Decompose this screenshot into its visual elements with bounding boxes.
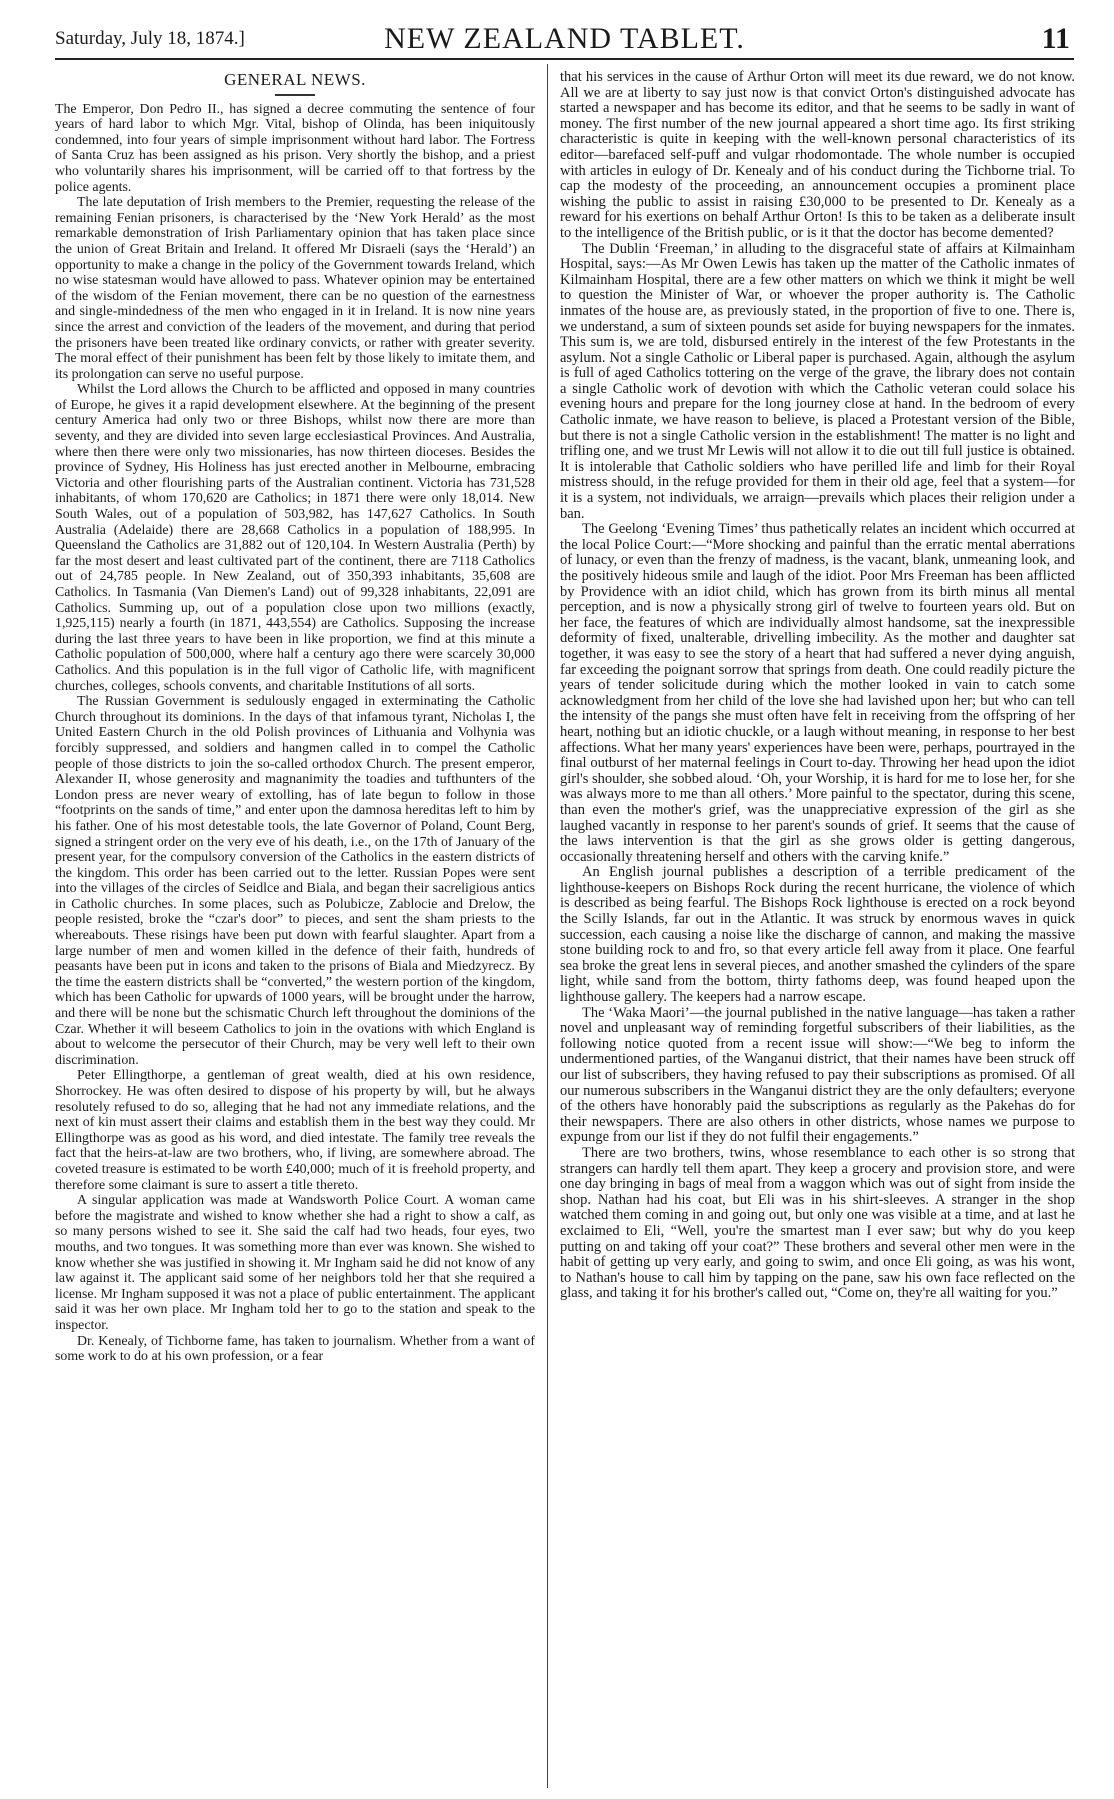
article-paragraph: The Dublin ‘Freeman,’ in alluding to the disgraceful state of affairs at Kilmainham Hospital, says:—As Mr Owen Lewis has taken up the matter of the Catholic inmates of Kilmainham Hospital, there are a few other matters on which we think it might be well to question the Minister of War, or whoever the proper authority is. The Catholic inmates of the house are, as previously stated, in the proportion of five to one. There is, we understand, a sum of sixteen pounds set aside for buying newspapers for the inmates. This sum is, we are told, disbursed entirely in the interest of the few Protestants in the asylum. Not a single Catholic or Liberal paper is purchased. Again, although the asylum is full of aged Catholics tottering on the verge of the grave, the library does not contain a single Catholic work of devotion with which the Catholic veteran could solace his evening hours and prepare for the long journey close at hand. In the bedroom of every Catholic inmate, we have reason to believe, is placed a Protestant version of the Bible, but there is not a single Catholic version in the establishment! The matter is no light and trifling one, and we trust Mr Lewis will not allow it to die out till full justice is obtained. It is intolerable that Catholic soldiers who have perilled life and limb for their Royal mistress should, in the refuge provided for them in their old age, feel that a system—for it is a system, not individuals, we arraign—prevails which places their religion under a ban.: [560, 240, 1075, 522]
article-paragraph: An English journal publishes a description of a terrible predicament of the lighthouse-keepers on Bishops Rock during the recent hurricane, the violence of which is described as being fearful. The Bishops Rock lighthouse is erected on a rock beyond the Scilly Islands, far out in the Atlantic. It was struck by enormous waves in quick succession, each causing a noise like the discharge of cannon, and making the massive stone building rock to and fro, so that every article fell away from it place. One fearful sea broke the great lens in several pieces, and another smashed the cylinders of the spare light, while sand from the bottom, thirty fathoms deep, was found heaped upon the lighthouse gallery. The keepers had a narrow escape.: [560, 864, 1075, 1006]
article-paragraph: There are two brothers, twins, whose resemblance to each other is so strong that strangers can hardly tell them apart. They keep a grocery and provision store, and were one day bringing in bags of meal from a waggon which was out of sight from inside the shop. Nathan had his coat, but Eli was in his shirt-sleeves. A stranger in the shop watched them coming in and going out, but only one was visible at a time, and at last he exclaimed to Eli, “Well, you're the smartest man I ever saw; but why do you keep putting on and taking off your coat?” These brothers and several other men were in the habit of getting up very early, and going to swim, and once Eli going, as was his wont, to Nathan's house to call him by tapping on the pane, saw his own face reflected on the glass, and taking it for his brother's called out, “Come on, they're all waiting for you.”: [560, 1144, 1075, 1302]
heading-rule: [275, 94, 315, 96]
article-paragraph: that his services in the cause of Arthur Orton will meet its due reward, we do not know. All we are at liberty to say just now is that convict Orton's distinguished advocate has started a newspaper and has become its editor, and that he seems to be sadly in want of money. The first number of the new journal appeared a short time ago. Its first striking characteristic is quite in keeping with the well-known personal characteristics of its editor—barefaced self-puff and vulgar rhodomontade. The whole number is occupied with articles in eulogy of Dr. Kenealy and of his conduct during the Tichborne trial. To cap the modesty of the proceeding, an announcement occupies a prominent place wishing the public to assist in raising £30,000 to be presented to Dr. Kenealy as a reward for his exertions on behalf Arthur Orton! Is this to be taken as a deliberate insult to the intelligence of the British public, or is it that the doctor has become demented?: [560, 70, 1075, 241]
section-heading: GENERAL NEWS.: [224, 70, 366, 89]
article-paragraph: A singular application was made at Wandsworth Police Court. A woman came before the magistrate and wished to know whether she had a right to show a calf, as so many persons wished to see it. She said the calf had two heads, four eyes, two mouths, and two tongues. It was something more than ever was known. She wished to know whether she was justified in showing it. Mr Ingham said he did not know of any law against it. The applicant said some of her neighbors told her that she required a license. Mr Ingham supposed it was not a place of public entertainment. The applicant said it was her own place. Mr Ingham told her to go to the station and speak to the inspector.: [55, 1193, 535, 1333]
article-paragraph: The late deputation of Irish members to the Premier, requesting the release of the remaining Fenian prisoners, is characterised by the ‘New York Herald’ as the most remarkable demonstration of Irish Parliamentary opinion that has taken place since the union of Great Britain and Ireland. It offered Mr Disraeli (says the ‘Herald’) an opportunity to make a change in the policy of the Government towards Ireland, which no wise statesman would have allowed to pass. Whatever opinion may be entertained of the wisdom of the Fenian movement, there can be no question of the earnestness and single-mindedness of the men who engaged in it in Ireland. It is now nine years since the arrest and conviction of the leaders of the movement, and during that period the prisoners have been treated like ordinary convicts, or rather with greater severity. The moral effect of their punishment has been felt by those likely to imitate them, and its prolongation can serve no useful purpose.: [55, 195, 535, 382]
masthead: [55, 18, 1074, 60]
right-column: [560, 70, 1075, 1790]
issue-date: Saturday, July 18, 1874.]: [55, 28, 245, 49]
article-paragraph: The Russian Government is sedulously engaged in exterminating the Catholic Church throughout its dominions. In the days of that infamous tyrant, Nicholas I, the United Eastern Church in the old Polish provinces of Lithuania and Volhynia was forcibly suppressed, and soldiers and hangmen called in to compel the Catholic people of those districts to join the so-called orthodox Church. The present emperor, Alexander II, whose generosity and magnanimity the toadies and tufthunters of the London press are never weary of extolling, has of late begun to follow in those “footprints on the sands of time,” and enter upon the damnosa hereditas left to him by his father. One of his most detestable tools, the late Governor of Poland, Count Berg, signed a stringent order on the very eve of his death, i.e., on the 17th of January of the present year, for the compulsory conversion of the Catholics in the eastern districts of the kingdom. This order has been carried out to the letter. Russian Popes were sent into the villages of the circles of Seidlce and Biala, and began their sacreligious antics in Catholic churches. In some places, such as Polubicze, Zablocie and Drelow, the people resisted, broke the “czar's door” to pieces, and sent the sham priests to the whereabouts. These risings have been put down with fearful slaughter. Apart from a large number of men and women killed in the defence of their faith, hundreds of peasants have been put in icons and taken to the prisons of Biala and Miedzyrecz. By the time the eastern districts shall be “converted,” the western portion of the kingdom, which has been Catholic for upwards of 1000 years, will be brought under the harrow, and there will be none but the schismatic Church left throughout the dominions of the Czar. Whether it will beseem Catholics to join in the ovations with which England is about to welcome the persecutor of their Church, may be very well left to their own discrimination.: [55, 694, 535, 1068]
left-column: [55, 70, 535, 1790]
article-paragraph: Peter Ellingthorpe, a gentleman of great wealth, died at his own residence, Shorrockey. He was often desired to dispose of his property by will, but he always resolutely refused to do so, alleging that he had not any immediate relations, and the next of kin must assert their claims and establish them in the best way they could. Mr Ellingthorpe was as good as his word, and died intestate. The family tree reveals the fact that the heirs-at-law are two brothers, who, if living, are somewhere abroad. The coveted treasure is estimated to be worth £40,000; much of it is freehold property, and therefore some claimant is sure to assert a title thereto.: [55, 1068, 535, 1193]
column-divider: [547, 64, 548, 1788]
article-paragraph: Dr. Kenealy, of Tichborne fame, has taken to journalism. Whether from a want of some work to do at his own profession, or a fear: [55, 1333, 535, 1365]
article-paragraph: The ‘Waka Maori’—the journal published in the native language—has taken a rather novel and unpleasant way of reminding forgetful subscribers of their liabilities, as the following notice quoted from a recent issue will show:—“We beg to inform the undermentioned parties, of the Wanganui district, that their names have been struck off our list of subscribers, they having refused to pay their subscriptions as promised. Of all our numerous subscribers in the Wanganui district they are the only defaulters; everyone of the others have honorably paid the subscriptions as regularly as the Pakehas do for their newspapers. There are also others in other districts, whose names we purpose to expunge from our list if they do not fulfil their engagements.”: [560, 1004, 1075, 1146]
page-number: 11: [1041, 22, 1070, 55]
article-paragraph: The Geelong ‘Evening Times’ thus pathetically relates an incident which occurred at the local Police Court:—“More shocking and painful than the erratic mental aberrations of lunacy, or even than the frenzy of madness, is the vacant, blank, unmeaning look, and the positively hideous smile and laugh of the idiot. Poor Mrs Freeman has been afflicted by Providence with an idiot child, which has grown from its birth minus all mental perception, and is now a physically strong girl of twelve to fourteen years old. But on her face, the features of which are individually almost handsome, sat the inexpressible deformity of fixed, unalterable, drivelling imbecility. As the mother and daughter sat together, it was easy to see the story of a heart that had suffered a never dying anguish, far exceeding the poignant sorrow that springs from death. One could readily picture the years of tender solicitude during which the mother looked in vain to catch some acknowledgment from her child of the love she had lavished upon her; but who can tell the intensity of the pangs she must often have felt in receiving from the offspring of her heart, nothing but an idiotic chuckle, or a laugh without meaning, in response to her best affections. What her many years' experiences have been were, perhaps, pourtrayed in the final outburst of her maternal feelings in Court to-day. Throwing her head upon the idiot girl's shoulder, she sobbed aloud. ‘Oh, your Worship, it is hard for me to lose her, for she was always more to me than all others.’ More painful to the spectator, during this scene, than even the mother's grief, was the unappreciative expression of the girl as she laughed vacantly in response to her parent's sounds of grief. It seems that the cause of the laws intervention is that the girl as she grows older is getting dangerous, occasionally threatening herself and others with the carving knife.”: [560, 521, 1075, 865]
article-paragraph: Whilst the Lord allows the Church to be afflicted and opposed in many countries of Europe, he gives it a rapid development elsewhere. At the beginning of the present century America had only two or three Bishops, whilst now there are more than seventy, and they are divided into seven large ecclesiastical Provinces. And Australia, where then there were only two missionaries, has now thirteen dioceses. Besides the province of Sydney, His Holiness has just erected another in Melbourne, embracing Victoria and other flourishing parts of the Australian continent. Victoria has 731,528 inhabitants, of whom 170,620 are Catholics; in 1871 there were only 18,014. New South Wales, out of a population of 503,982, has 147,627 Catholics. In South Australia (Adelaide) there are 28,668 Catholics in a population of 188,995. In Queensland the Catholics are 31,882 out of 120,104. In Western Australia (Perth) by far the most desert and least cultivated part of the continent, there are 7118 Catholics out of 24,785 people. In New Zealand, out of 350,393 inhabitants, 35,608 are Catholics. In Tasmania (Van Diemen's Land) out of 99,328 inhabitants, 22,091 are Catholics. Summing up, out of a population close upon two millions (exactly, 1,925,115) nearly a fourth (in 1871, 443,554) are Catholics. Supposing the increase during the last three years to have been in like proportion, we find at this minute a Catholic population of 500,000, where half a century ago there were scarcely 30,000 Catholics. And this population is in the full vigor of Catholic life, with magnificent churches, colleges, schools convents, and charitable Institutions of all sorts.: [55, 382, 535, 694]
article-paragraph: The Emperor, Don Pedro II., has signed a decree commuting the sentence of four years of hard labor to which Mgr. Vital, bishop of Olinda, has been iniquitously condemned, into four years of simple imprisonment without hard labor. The Fortress of Santa Cruz has been assigned as his prison. Very shortly the bishop, and a priest who voluntarily shares his imprisonment, will be carried off to that fortress by the police agents.: [55, 101, 535, 195]
newspaper-title: NEW ZEALAND TABLET.: [384, 22, 745, 55]
